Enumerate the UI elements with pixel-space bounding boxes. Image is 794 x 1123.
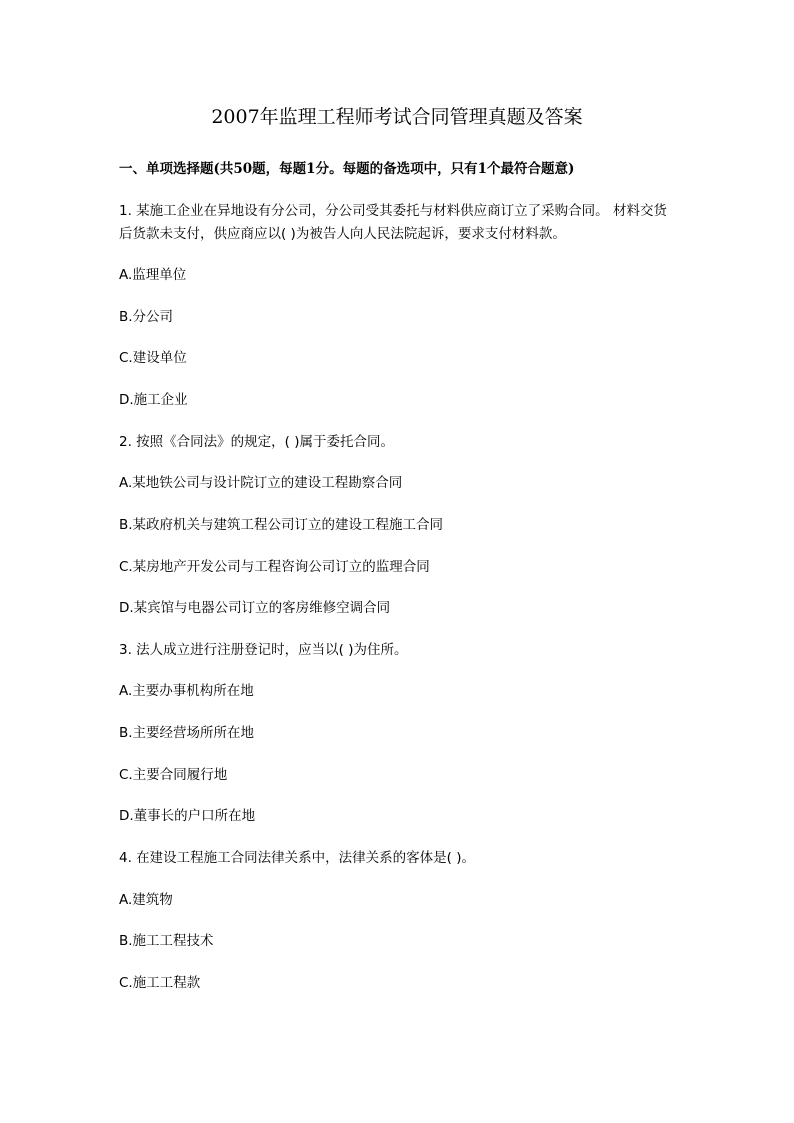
question-2-stem: 2. 按照《合同法》的规定，( )属于委托合同。 bbox=[119, 434, 394, 450]
question-1-option-a: A.监理单位 bbox=[119, 267, 187, 283]
question-3-stem: 3. 法人成立进行注册登记时，应当以( )为住所。 bbox=[119, 642, 408, 658]
question-1-option-b: B.分公司 bbox=[119, 309, 174, 325]
question-2-option-d: D.某宾馆与电器公司订立的客房维修空调合同 bbox=[119, 600, 391, 616]
question-1-option-c: C.建设单位 bbox=[119, 350, 187, 366]
question-4-option-c: C.施工工程款 bbox=[119, 975, 201, 991]
question-3-option-a: A.主要办事机构所在地 bbox=[119, 683, 254, 699]
question-4-option-a: A.建筑物 bbox=[119, 892, 173, 908]
question-1-stem: 1. 某施工企业在异地设有分公司，分公司受其委托与材料供应商订立了采购合同。 材料交货后货款未支付，供应商应以( )为被告人向人民法院起诉，要求支付材料款。 bbox=[119, 203, 667, 242]
question-2-option-c: C.某房地产开发公司与工程咨询公司订立的监理合同 bbox=[119, 559, 430, 575]
question-3-option-b: B.主要经营场所所在地 bbox=[119, 725, 255, 741]
question-3-option-c: C.主要合同履行地 bbox=[119, 767, 228, 783]
question-4-option-b: B.施工工程技术 bbox=[119, 933, 214, 949]
question-2-option-b: B.某政府机关与建筑工程公司订立的建设工程施工合同 bbox=[119, 517, 444, 533]
question-2-option-a: A.某地铁公司与设计院订立的建设工程勘察合同 bbox=[119, 475, 403, 491]
section-heading: 一、单项选择题(共50题，每题1分。每题的备选项中，只有1个最符合题意) bbox=[119, 161, 575, 177]
question-1-option-d: D.施工企业 bbox=[119, 392, 188, 408]
question-3-option-d: D.董事长的户口所在地 bbox=[119, 808, 256, 824]
document-title: 2007年监理工程师考试合同管理真题及答案 bbox=[211, 106, 583, 128]
question-4-stem: 4. 在建设工程施工合同法律关系中，法律关系的客体是( )。 bbox=[119, 850, 475, 866]
